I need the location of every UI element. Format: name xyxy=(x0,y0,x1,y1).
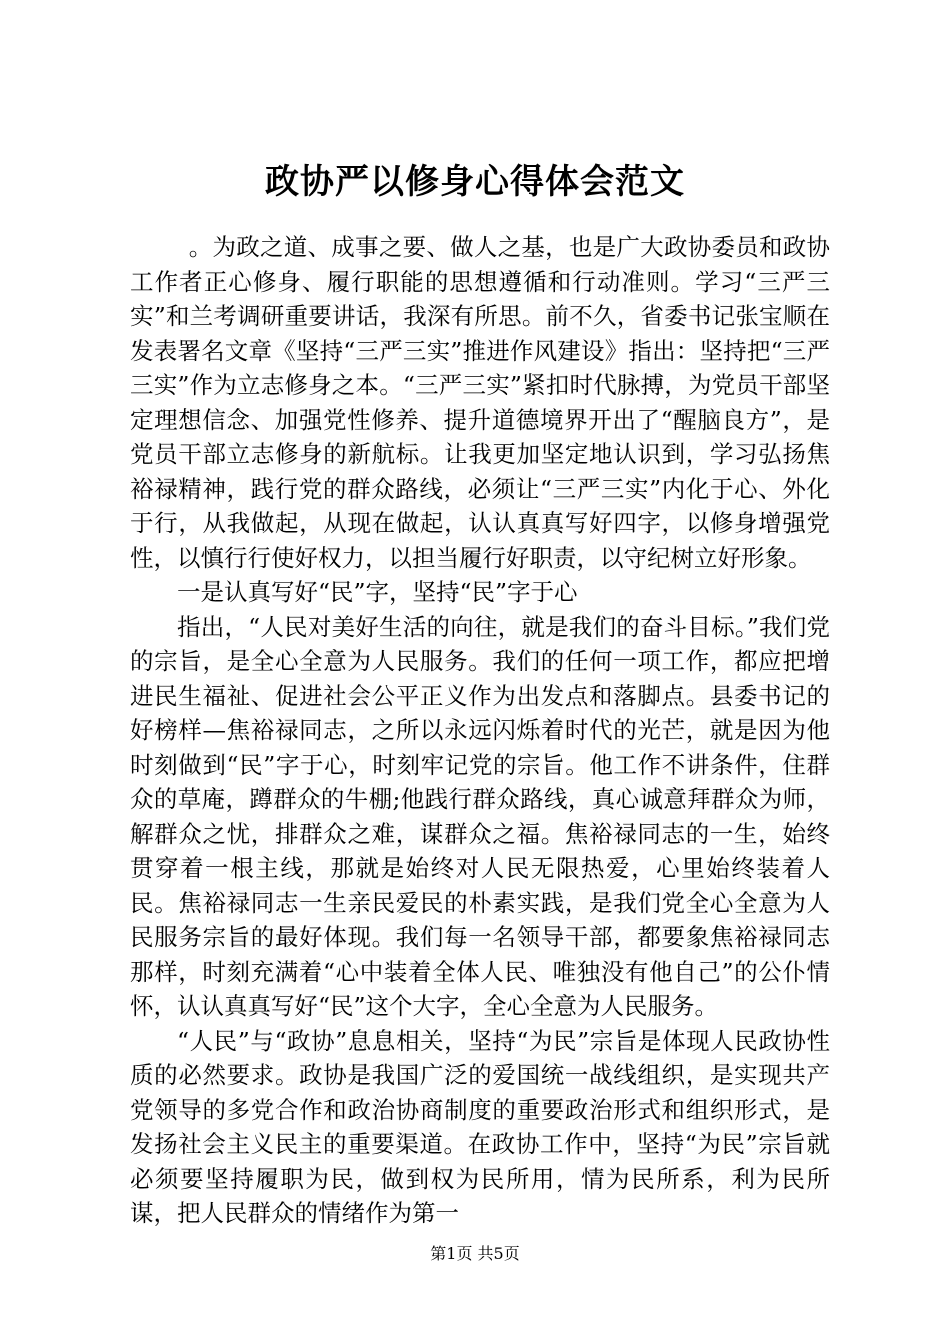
paragraph-min-zi: 指出，“人民对美好生活的向往，就是我们的奋斗目标。”我们党的宗旨，是全心全意为人民服务。我们的任何一项工作，都应把增进民生福祉、促进社会公平正义作为出发点和落脚点。县委书记的好榜样—焦裕禄同志，之所以永远闪烁着时代的光芒，就是因为他时刻做到“民”字于心，时刻牢记党的宗旨。他工作不讲条件，住群众的草庵，蹲群众的牛棚;他践行群众路线，真心诚意拜群众为师，解群众之忧，排群众之难，谋群众之福。焦裕禄同志的一生，始终贯穿着一根主线，那就是始终对人民无限热爱，心里始终装着人民。焦裕禄同志一生亲民爱民的朴素实践，是我们党全心全意为人民服务宗旨的最好体现。我们每一名领导干部，都要象焦裕禄同志那样，时刻充满着“心中装着全体人民、唯独没有他自己”的公仆情怀，认认真真写好“民”这个大字，全心全意为人民服务。 xyxy=(130,612,830,1020)
paragraph-intro: 。为政之道、成事之要、做人之基，也是广大政协委员和政协工作者正心修身、履行职能的思想遵循和行动准则。学习“三严三实”和兰考调研重要讲话，我深有所思。前不久，省委书记张宝顺在发表署名文章《坚持“三严三实”推进作风建设》指出：坚持把“三严三实”作为立志修身之本。“三严三实”紧扣时代脉搏，为党员干部坚定理想信念、加强党性修养、提升道德境界开出了“醒脑良方”，是党员干部立志修身的新航标。让我更加坚定地认识到，学习弘扬焦裕禄精神，践行党的群众路线，必须让“三严三实”内化于心、外化于行，从我做起，从现在做起，认认真真写好四字，以修身增强党性，以慎行行使好权力，以担当履行好职责，以守纪树立好形象。 xyxy=(130,233,830,572)
document-title: 政协严以修身心得体会范文 xyxy=(265,162,685,202)
paragraph-renmin-zhengxie: “人民”与“政协”息息相关，坚持“为民”宗旨是体现人民政协性质的必然要求。政协是我国广泛的爱国统一战线组织，是实现共产党领导的多党合作和政治协商制度的重要政治形式和组织形式，是发扬社会主义民主的重要渠道。在政协工作中，坚持“为民”宗旨就必须要坚持履职为民，做到权为民所用，情为民所系，利为民所谋，把人民群众的情绪作为第一 xyxy=(130,1026,830,1227)
page-footer: 第1页 共5页 xyxy=(430,1244,520,1263)
document-body xyxy=(130,230,830,1231)
section-heading: 一是认真写好“民”字，坚持“民”字于心 xyxy=(177,578,578,606)
